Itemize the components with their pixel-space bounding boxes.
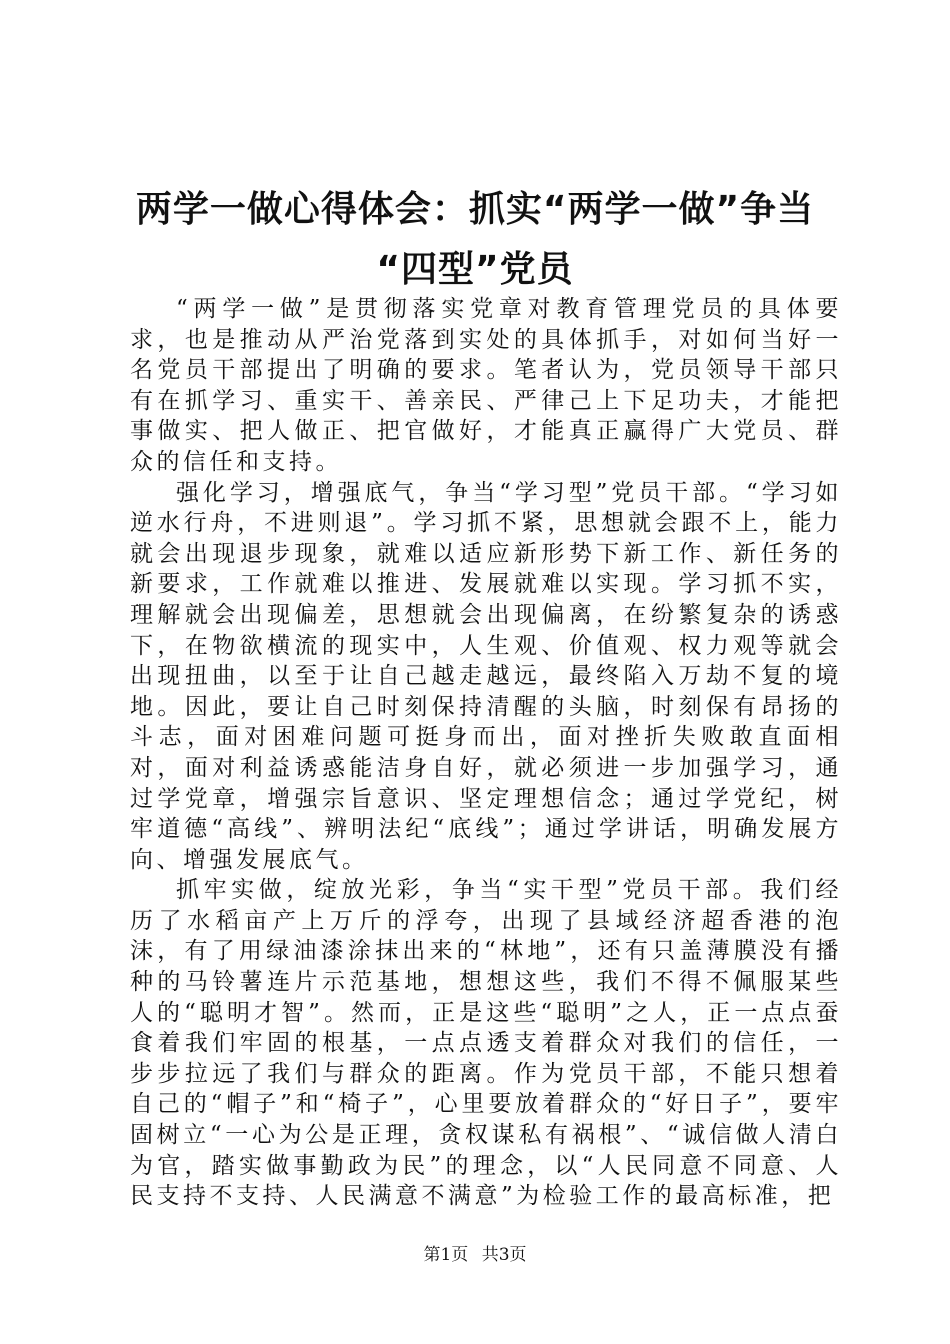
page-total: 共3页 [481,1245,527,1265]
document-body [130,294,842,1212]
paragraph-study: 强化学习，增强底气，争当“学习型”党员干部。“学习如逆水行舟，不进则退”。学习抓不紧，思想就会跟不上，能力就会出现退步现象，就难以适应新形势下新工作、新任务的新要求，工作就难以推进、发展就难以实现。学习抓不实，理解就会出现偏差，思想就会出现偏离，在纷繁复杂的诱惑下，在物欲横流的现实中，人生观、价值观、权力观等就会出现扭曲，以至于让自己越走越远，最终陷入万劫不复的境地。因此，要让自己时刻保持清醒的头脑，时刻保有昂扬的斗志，面对困难问题可挺身而出，面对挫折失败敢直面相对，面对利益诱惑能洁身自好，就必须进一步加强学习，通过学党章，增强宗旨意识、坚定理想信念；通过学党纪，树牢道德“高线”、辨明法纪“底线”；通过学讲话，明确发展方向、增强发展底气。 [130,479,842,873]
page-footer [0,1244,950,1266]
page-number: 第1页 [423,1245,469,1265]
paragraph-practice: 抓牢实做，绽放光彩，争当“实干型”党员干部。我们经历了水稻亩产上万斤的浮夸，出现了县域经济超香港的泡沫，有了用绿油漆涂抹出来的“林地”，还有只盖薄膜没有播种的马铃薯连片示范基地，想想这些，我们不得不佩服某些人的“聪明才智”。然而，正是这些“聪明”之人，正一点点蚕食着我们牢固的根基，一点点透支着群众对我们的信任，一步步拉远了我们与群众的距离。作为党员干部，不能只想着自己的“帽子”和“椅子”，心里要放着群众的“好日子”，要牢固树立“一心为公是正理，贪权谋私有祸根”、“诚信做人清白为官，踏实做事勤政为民”的理念，以“人民同意不同意、人民支持不支持、人民满意不满意”为检验工作的最高标准，把 [130,877,842,1210]
document-title-line1: 两学一做心得体会：抓实“两学一做”争当 [135,189,815,230]
document-title-line2: “四型”党员 [376,249,574,290]
paragraph-intro: “两学一做”是贯彻落实党章对教育管理党员的具体要求，也是推动从严治党落到实处的具体抓手，对如何当好一名党员干部提出了明确的要求。笔者认为，党员领导干部只有在抓学习、重实干、善亲民、严律己上下足功夫，才能把事做实、把人做正、把官做好，才能真正赢得广大党员、群众的信任和支持。 [130,296,842,475]
